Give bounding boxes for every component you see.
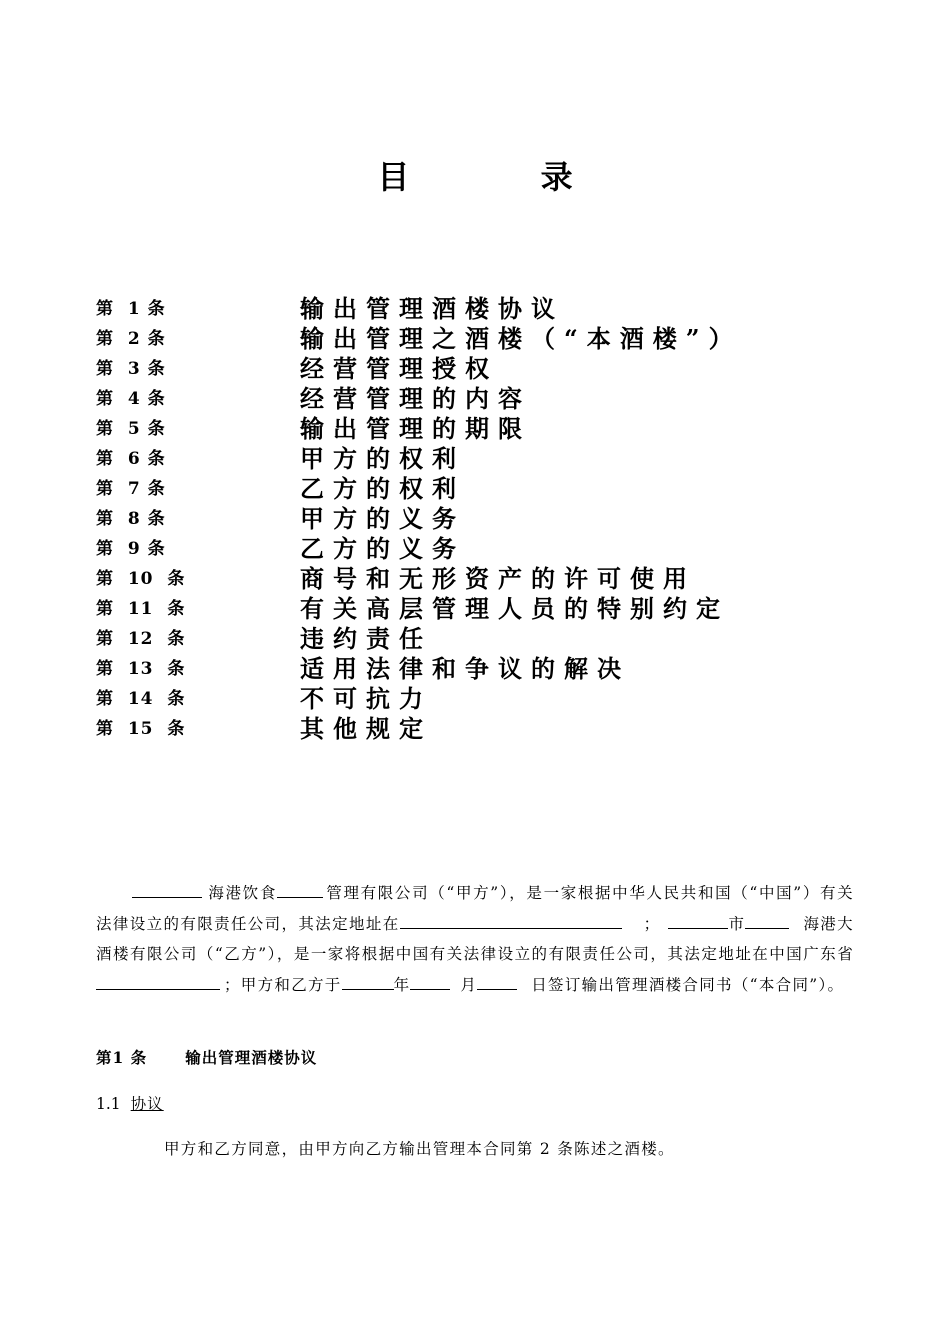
blank-line xyxy=(668,910,728,929)
toc-item xyxy=(96,294,896,324)
toc-item xyxy=(96,324,896,354)
intro-text: 日签订输出管理酒楼合同书（“本合同”）。 xyxy=(531,975,845,994)
toc-item-number: 第 11 条 xyxy=(96,599,186,619)
blank-line xyxy=(132,879,202,898)
toc-item-number: 第 2 条 xyxy=(96,329,166,349)
intro-text: 管理有限公司（“甲方”），是一家根据中华人民共和国（“中国”）有关法律设立的有限责任公司，其法定地址在 xyxy=(96,884,854,933)
section-title: 协议 xyxy=(130,1095,164,1113)
intro-text: 海港饮食 xyxy=(208,884,277,902)
toc-item xyxy=(96,624,896,654)
toc-item xyxy=(96,684,896,714)
intro-text: 海港大酒楼有限公司（“乙方”），是一家将根据中国有关法律设立的有限责任公司，其法定地址在中国广东省 xyxy=(96,914,854,963)
toc-item-title: 甲方的义务 xyxy=(300,504,465,533)
toc-item-number: 第 1 条 xyxy=(96,299,166,319)
toc-item xyxy=(96,414,896,444)
toc-item xyxy=(96,354,896,384)
article-heading xyxy=(96,1046,317,1070)
toc-item-title: 乙方的权利 xyxy=(300,474,465,503)
blank-line xyxy=(410,971,450,990)
toc-item-title: 违约责任 xyxy=(300,624,432,653)
toc-item-number: 第 8 条 xyxy=(96,509,166,529)
toc-item-number: 第 7 条 xyxy=(96,479,166,499)
toc-item-number: 第 4 条 xyxy=(96,389,166,409)
toc-item-title: 不可抗力 xyxy=(300,684,432,713)
blank-line xyxy=(745,910,789,929)
toc-item-title: 经营管理授权 xyxy=(300,354,498,383)
toc-item-title: 甲方的权利 xyxy=(300,444,465,473)
toc-item xyxy=(96,444,896,474)
toc-item xyxy=(96,384,896,414)
toc-item xyxy=(96,714,896,744)
toc-item-title: 输出管理之酒楼（“本酒楼”） xyxy=(300,324,742,353)
article-number: 第1 条 xyxy=(96,1048,148,1067)
toc-item-number: 第 3 条 xyxy=(96,359,166,379)
section-number: 1.1 xyxy=(96,1095,121,1113)
toc-item-title: 经营管理的内容 xyxy=(300,384,531,413)
blank-line xyxy=(477,971,517,990)
toc-item-number: 第 14 条 xyxy=(96,689,186,709)
toc-item xyxy=(96,504,896,534)
intro-text: 月 xyxy=(460,975,478,994)
toc-item-number: 第 5 条 xyxy=(96,419,166,439)
page-title: 目 录 xyxy=(377,158,633,196)
intro-text: 年 xyxy=(393,975,411,994)
toc-item-title: 有关高层管理人员的特别约定 xyxy=(300,594,729,623)
toc-item-number: 第 9 条 xyxy=(96,539,166,559)
toc-item xyxy=(96,654,896,684)
table-of-contents xyxy=(96,294,896,744)
toc-item xyxy=(96,474,896,504)
section-heading xyxy=(96,1092,164,1116)
toc-item-title: 输出管理的期限 xyxy=(300,414,531,443)
toc-item-title: 其他规定 xyxy=(300,714,432,743)
toc-item-title: 乙方的义务 xyxy=(300,534,465,563)
toc-item-title: 适用法律和争议的解决 xyxy=(300,654,630,683)
toc-item-title: 商号和无形资产的许可使用 xyxy=(300,564,696,593)
intro-text: ；甲方和乙方于 xyxy=(224,975,342,994)
blank-line xyxy=(277,879,323,898)
intro-paragraph xyxy=(96,878,854,1000)
toc-item-number: 第 15 条 xyxy=(96,719,186,739)
toc-item-number: 第 6 条 xyxy=(96,449,166,469)
body-paragraph: 甲方和乙方同意，由甲方向乙方输出管理本合同第 2 条陈述之酒楼。 xyxy=(164,1140,675,1158)
toc-item-number: 第 10 条 xyxy=(96,569,186,589)
toc-item xyxy=(96,534,896,564)
blank-line xyxy=(96,971,220,990)
blank-line xyxy=(400,910,622,929)
toc-item-number: 第 12 条 xyxy=(96,629,186,649)
blank-line xyxy=(342,971,394,990)
intro-text: ； xyxy=(643,914,661,933)
toc-item xyxy=(96,594,896,624)
toc-item-title: 输出管理酒楼协议 xyxy=(300,294,564,323)
intro-text: 市 xyxy=(728,914,746,933)
article-title: 输出管理酒楼协议 xyxy=(185,1048,318,1067)
toc-item xyxy=(96,564,896,594)
toc-item-number: 第 13 条 xyxy=(96,659,186,679)
